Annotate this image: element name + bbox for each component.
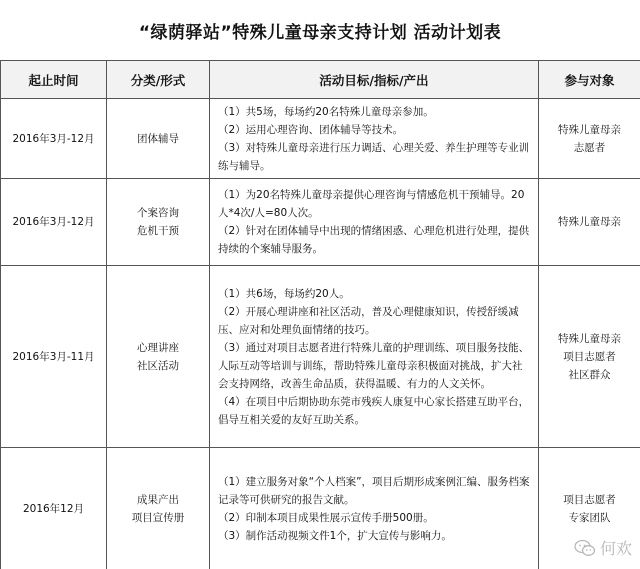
header-goal: 活动目标/指标/产出 (210, 61, 539, 99)
wechat-icon (574, 539, 596, 557)
cell-participants (539, 179, 640, 266)
cell-goals (210, 179, 539, 266)
cell-time: 2016年3月-12月 (1, 99, 107, 179)
table-row (1, 448, 640, 569)
category-line: 团体辅导 (137, 132, 179, 145)
cell-time: 2016年3月-11月 (1, 266, 107, 448)
goal-item: （1）共5场，每场约20名特殊儿童母亲参加。 (218, 105, 434, 118)
table-row (1, 266, 640, 448)
participant: 特殊儿童母亲 (558, 123, 621, 136)
category-line: 心理讲座 (137, 341, 179, 354)
goal-item: （3）对特殊儿童母亲进行压力调适、心理关爱、养生护理等专业训练与辅导。 (218, 141, 530, 172)
category-line: 项目宣传册 (131, 511, 185, 524)
participant: 项目志愿者 (563, 493, 616, 506)
header-time: 起止时间 (1, 61, 107, 99)
cell-participants (539, 99, 640, 179)
goal-item: （1）建立服务对象“个人档案”，项目后期形成案例汇编、服务档案记录等可供研究的报告文献。 (218, 475, 530, 506)
participant: 专家团队 (568, 511, 611, 524)
cell-category (107, 448, 210, 569)
cell-participants (539, 266, 640, 448)
table-row (1, 179, 640, 266)
cell-category (107, 266, 210, 448)
participant: 社区群众 (568, 368, 611, 381)
goal-item: （3）制作活动视频文件1个，扩大宣传与影响力。 (218, 529, 452, 542)
cell-goals (210, 99, 539, 179)
goal-item: （2）针对在团体辅导中出现的情绪困惑、心理危机进行处理，提供持续的个案辅导服务。 (218, 225, 530, 255)
goal-item: （2）印制本项目成果性展示宣传手册500册。 (218, 511, 434, 524)
watermark-text: 何欢 (599, 539, 632, 558)
header-participants: 参与对象 (539, 61, 640, 99)
participant: 特殊儿童母亲 (558, 216, 621, 228)
goal-item: （2）运用心理咨询、团体辅导等技术。 (218, 123, 404, 136)
cell-goals (210, 266, 539, 448)
goal-item: （1）为20名特殊儿童母亲提供心理咨询与情感危机干预辅导。20人*4次/人=80人次。 (218, 189, 525, 219)
category-line: 危机干预 (137, 225, 179, 237)
goal-item: （2）开展心理讲座和社区活动，普及心理健康知识，传授舒缓减压、应对和处理负面情绪的技巧。 (218, 305, 519, 336)
watermark (574, 536, 632, 559)
category-line: 个案咨询 (137, 207, 179, 219)
goal-item: （3）通过对项目志愿者进行特殊儿童的护理训练、项目服务技能、人际互动等培训与训练，帮助特殊儿童母亲积极面对挑战，扩大社会支持网络，改善生命品质，获得温暖、有力的人文关怀。 (218, 341, 530, 390)
participant: 志愿者 (573, 141, 606, 154)
table-header-row (1, 61, 640, 99)
activity-plan-table (0, 60, 640, 569)
table-row (1, 99, 640, 179)
cell-category (107, 179, 210, 266)
cell-time: 2016年12月 (1, 448, 107, 569)
goal-item: （4）在项目中后期协助东莞市残疾人康复中心家长搭建互助平台，倡导互相关爱的友好互助关系。 (218, 395, 530, 426)
category-line: 社区活动 (137, 359, 179, 372)
page-title: “绿荫驿站”特殊儿童母亲支持计划 活动计划表 (138, 22, 502, 43)
category-line: 成果产出 (137, 493, 179, 506)
participant: 特殊儿童母亲 (558, 332, 621, 345)
goal-item: （1）共6场，每场约20人。 (218, 287, 350, 300)
cell-category (107, 99, 210, 179)
participant: 项目志愿者 (563, 350, 616, 363)
cell-goals (210, 448, 539, 569)
cell-time: 2016年3月-12月 (1, 179, 107, 266)
header-category: 分类/形式 (107, 61, 210, 99)
